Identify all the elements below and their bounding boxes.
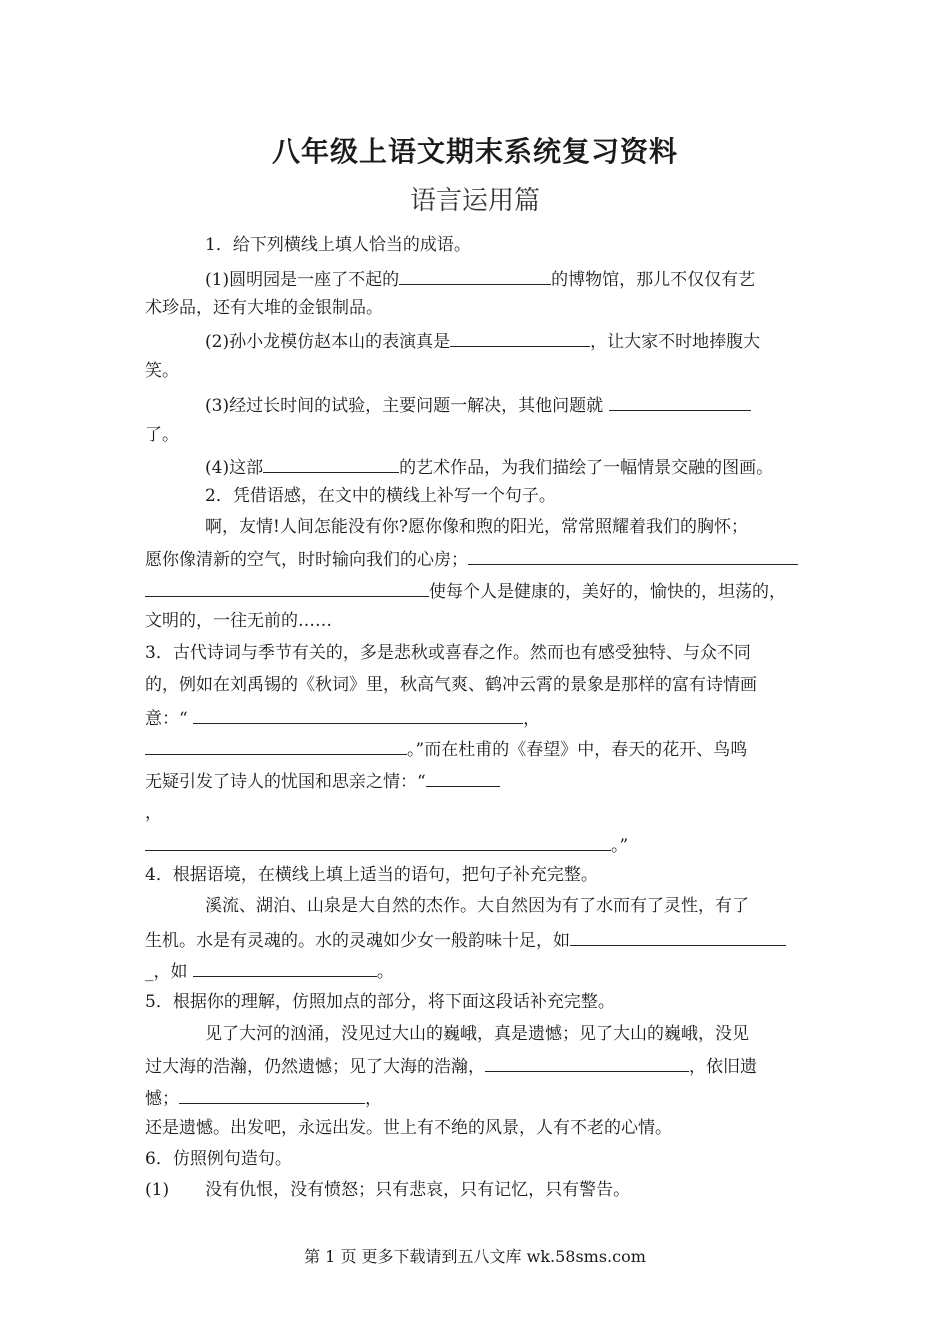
q2-para-line-2 <box>145 546 798 572</box>
q5-blank-2[interactable] <box>179 1085 365 1104</box>
q2-para-line-1: 啊，友情!人间怎能没有你?愿你像和煦的阳光，常常照耀着我们的胸怀； <box>205 517 748 537</box>
q3-line-1: 3．古代诗词与季节有关的，多是悲秋或喜春之作。然而也有感受独特、与众不同 <box>145 643 751 663</box>
q2-blank-1[interactable] <box>468 546 798 565</box>
q1-item-3-text-a: (3)经过长时间的试验，主要问题一解决，其他问题就 <box>205 396 604 416</box>
q4-para-line-3 <box>145 958 394 984</box>
q3-line-6: ， <box>145 803 162 823</box>
q3-text-3a: 意：“ <box>145 709 188 729</box>
q5-para-text-2a: 过大海的浩瀚，仍然遗憾；见了大海的浩瀚， <box>145 1057 485 1077</box>
q3-text-7: 。” <box>611 836 629 856</box>
q4-stem: 4．根据语境，在横线上填上适当的语句，把句子补充完整。 <box>145 865 598 885</box>
q1-item-2-line-1 <box>205 328 760 354</box>
q1-item-4-text-a: (4)这部 <box>205 458 264 478</box>
q1-item-2-text-a: (2)孙小龙模仿赵本山的表演真是 <box>205 332 451 352</box>
q3-line-5 <box>145 768 500 794</box>
q3-line-4 <box>145 736 747 762</box>
q1-item-2-text-b: ，让大家不时地捧腹大 <box>590 332 761 352</box>
q4-para-text-3b: 。 <box>376 962 394 982</box>
q1-blank-3[interactable] <box>609 392 751 411</box>
q5-para-text-3a: 憾； <box>145 1089 179 1109</box>
document-subtitle: 语言运用篇 <box>409 186 540 216</box>
q3-text-3b: ， <box>523 709 541 729</box>
q1-blank-2[interactable] <box>450 328 590 347</box>
q3-line-7 <box>145 832 628 858</box>
q3-line-2: 的，例如在刘禹锡的《秋词》里，秋高气爽、鹤冲云霄的景象是那样的富有诗情画 <box>145 675 757 695</box>
q3-blank-1[interactable] <box>193 705 523 724</box>
q3-blank-3[interactable] <box>426 768 500 787</box>
document-title: 八年级上语文期末系统复习资料 <box>271 135 678 168</box>
q4-blank-1[interactable] <box>570 927 786 946</box>
q2-para-text-3: 使每个人是健康的，美好的，愉快的，坦荡的， <box>429 582 786 602</box>
q1-item-2-line-2: 笑。 <box>145 361 179 381</box>
q1-item-4-line <box>205 454 773 480</box>
q4-para-line-2 <box>145 927 786 953</box>
q4-para-text-2: 生机。水是有灵魂的。水的灵魂如少女一般韵味十足，如 <box>145 931 570 951</box>
q1-stem: 1．给下列横线上填人恰当的成语。 <box>205 235 471 255</box>
q6-stem: 6．仿照例句造句。 <box>145 1149 292 1169</box>
q2-para-text-2: 愿你像清新的空气，时时输向我们的心房； <box>145 550 468 570</box>
q2-para-line-3 <box>145 578 786 604</box>
q1-item-1-text-a: (1)圆明园是一座了不起的 <box>205 270 400 290</box>
q5-stem: 5．根据你的理解，仿照加点的部分，将下面这段话补充完整。 <box>145 992 615 1012</box>
q4-para-text-3a: _，如 <box>145 962 188 982</box>
q1-item-1-text-b: 的博物馆，那儿不仅仅有艺 <box>551 270 756 290</box>
q2-blank-2[interactable] <box>145 578 429 597</box>
page-footer: 第 1 页 更多下载请到五八文库 wk.58sms.com <box>304 1247 646 1266</box>
q5-para-line-2 <box>145 1053 757 1079</box>
q4-blank-2[interactable] <box>193 958 377 977</box>
q3-text-5: 无疑引发了诗人的忧国和思亲之情：“ <box>145 772 426 792</box>
q1-item-4-text-b: 的艺术作品，为我们描绘了一幅情景交融的图画。 <box>399 458 774 478</box>
q1-item-3-line-1 <box>205 392 751 418</box>
q5-para-text-2b: ，依旧遗 <box>689 1057 757 1077</box>
q3-blank-2[interactable] <box>145 736 407 755</box>
q1-item-3-line-2: 了。 <box>145 425 179 445</box>
q3-blank-4[interactable] <box>145 832 611 851</box>
q1-blank-1[interactable] <box>399 266 551 285</box>
q6-item-number: (1) <box>145 1180 170 1200</box>
q2-para-line-4: 文明的，一往无前的…… <box>145 611 332 631</box>
q6-example-text: 没有仇恨，没有愤怒；只有悲哀，只有记忆，只有警告。 <box>205 1180 631 1200</box>
q1-blank-4[interactable] <box>263 454 399 473</box>
q5-blank-1[interactable] <box>485 1053 689 1072</box>
q2-stem: 2．凭借语感，在文中的横线上补写一个句子。 <box>205 486 556 506</box>
q3-line-3 <box>145 705 540 731</box>
q5-para-line-4: 还是遗憾。出发吧，永远出发。世上有不绝的风景，人有不老的心情。 <box>145 1118 672 1138</box>
q6-example-line <box>145 1178 630 1202</box>
q3-text-4: 。”而在杜甫的《春望》中，春天的花开、鸟鸣 <box>407 740 748 760</box>
q1-item-1-line-2: 术珍品，还有大堆的金银制品。 <box>145 298 383 318</box>
q5-para-text-3b: ， <box>365 1089 382 1109</box>
q1-item-1-line-1 <box>205 266 755 292</box>
q4-para-line-1: 溪流、湖泊、山泉是大自然的杰作。大自然因为有了水而有了灵性，有了 <box>205 896 749 916</box>
q5-para-line-1: 见了大河的汹涌，没见过大山的巍峨，真是遗憾；见了大山的巍峨，没见 <box>205 1024 749 1044</box>
q5-para-line-3 <box>145 1085 382 1111</box>
